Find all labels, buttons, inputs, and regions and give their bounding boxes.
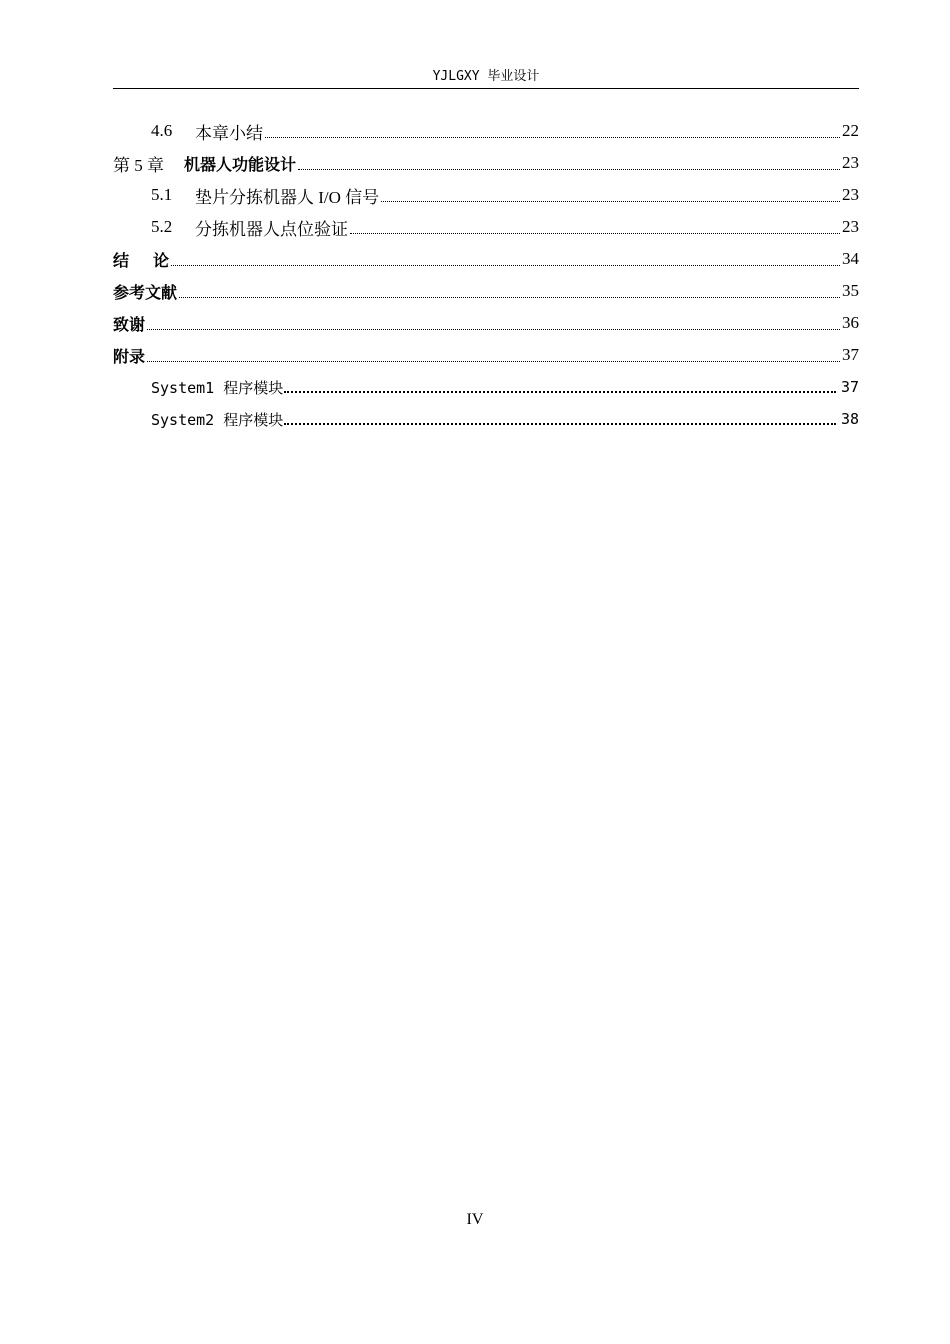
toc-entry-number: 5.2: [151, 217, 173, 236]
toc-entry-number: 第 5 章: [113, 155, 164, 175]
dot-leader: [171, 264, 840, 266]
table-of-contents: [113, 115, 859, 435]
toc-entry-title: 结论: [113, 250, 194, 270]
toc-entry-number: 4.6: [151, 121, 173, 140]
toc-entry-4-6[interactable]: [113, 115, 859, 147]
toc-entry-title: System2 程序模块: [151, 410, 284, 429]
toc-entry-page: 22: [842, 121, 859, 140]
toc-entry-system1[interactable]: [113, 371, 859, 403]
toc-entry-page: 37: [840, 378, 859, 396]
toc-entry-appendix[interactable]: [113, 339, 859, 371]
toc-entry-system2[interactable]: [113, 403, 859, 435]
toc-entry-title: 致谢: [113, 314, 146, 334]
dot-leader: [284, 390, 836, 393]
toc-entry-page: 23: [842, 217, 859, 236]
toc-entry-page: 38: [840, 410, 859, 428]
dot-leader: [350, 232, 840, 234]
toc-entry-title: System1 程序模块: [151, 378, 284, 397]
toc-entry-acknowledgements[interactable]: [113, 307, 859, 339]
toc-entry-title: 分拣机器人点位验证: [195, 219, 348, 239]
toc-entry-chapter-5[interactable]: [113, 147, 859, 179]
toc-entry-references[interactable]: [113, 275, 859, 307]
dot-leader: [147, 360, 840, 362]
dot-leader: [179, 296, 840, 298]
toc-entry-page: 35: [842, 281, 859, 300]
toc-entry-page: 23: [842, 153, 859, 172]
page-header: YJLGXY 毕业设计: [113, 66, 859, 89]
toc-entry-title: 机器人功能设计: [184, 154, 297, 174]
toc-entry-page: 36: [842, 313, 859, 332]
dot-leader: [298, 168, 840, 170]
toc-entry-title: 参考文献: [113, 282, 178, 302]
page-number: IV: [466, 1211, 484, 1228]
toc-entry-number: 5.1: [151, 185, 173, 204]
dot-leader: [381, 200, 840, 202]
toc-entry-page: 37: [842, 345, 859, 364]
dot-leader: [147, 328, 840, 330]
dot-leader: [265, 136, 840, 138]
toc-entry-title: 附录: [113, 346, 146, 366]
toc-entry-title: 本章小结: [195, 123, 263, 143]
toc-entry-5-1[interactable]: [113, 179, 859, 211]
toc-entry-page: 34: [842, 249, 859, 268]
toc-entry-5-2[interactable]: [113, 211, 859, 243]
dot-leader: [284, 422, 836, 425]
toc-entry-page: 23: [842, 185, 859, 204]
toc-entry-conclusion[interactable]: [113, 243, 859, 275]
toc-entry-title: 垫片分拣机器人 I/O 信号: [195, 187, 380, 207]
